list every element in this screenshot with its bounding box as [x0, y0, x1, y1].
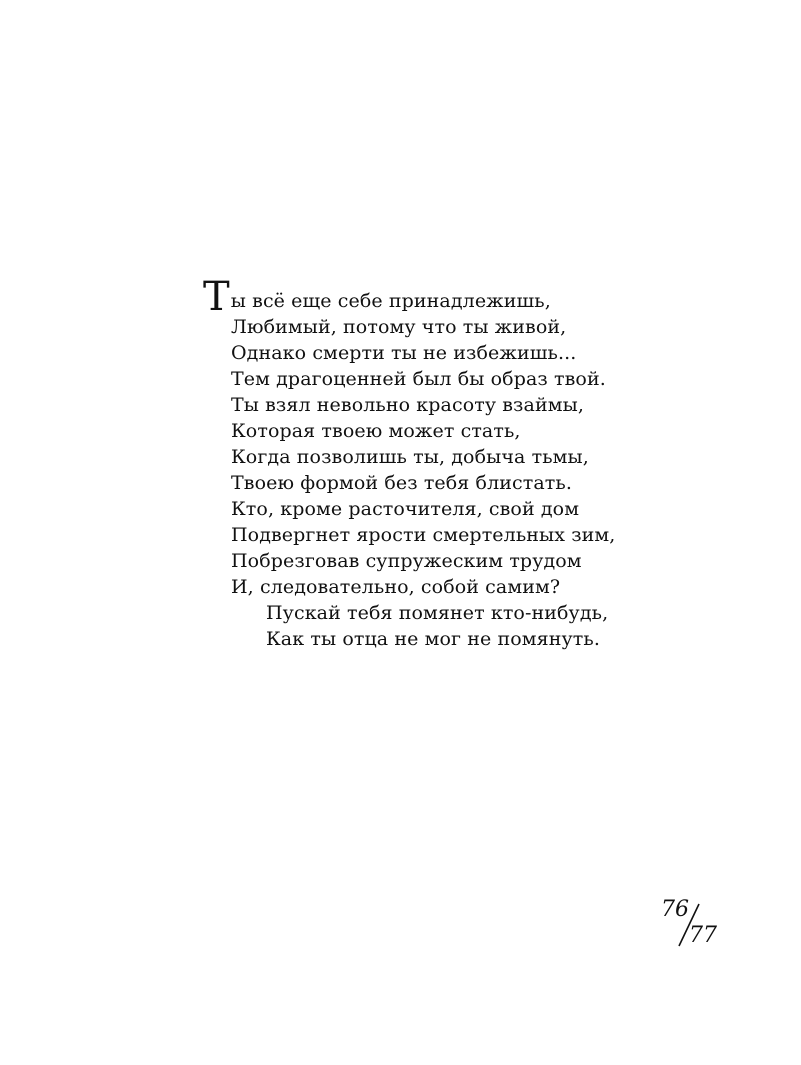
poem-line: Подвергнет ярости смертельных зим, [231, 524, 616, 546]
poem-line: Побрезговав супружеским трудом [231, 550, 582, 572]
poem-line: Ты взял невольно красоту взаймы, [231, 394, 584, 416]
drop-cap: Т [203, 274, 230, 320]
page-number-left: 76 [661, 897, 689, 922]
poem-line: Твоею формой без тебя блистать. [231, 472, 572, 494]
poem-line-1-rest: ы всё еще себе принадлежишь, [230, 290, 551, 312]
poem-line: Когда позволишь ты, добыча тьмы, [231, 446, 589, 468]
page-number-right: 77 [689, 923, 717, 948]
poem-line: Которая твоею может стать, [231, 420, 521, 442]
poem-line: Однако смерти ты не избежишь... [231, 342, 577, 364]
poem-line-1 [203, 274, 551, 320]
poem-line: Любимый, потому что ты живой, [231, 316, 567, 338]
poem-line: Пускай тебя помянет кто-нибудь, [266, 602, 609, 624]
poem-line: Как ты отца не мог не помянуть. [266, 628, 600, 650]
poem-line: И, следовательно, собой самим? [231, 576, 561, 598]
poem-line: Тем драгоценней был бы образ твой. [231, 368, 606, 390]
page-number [658, 896, 728, 956]
poem-line: Кто, кроме расточителя, свой дом [231, 498, 580, 520]
